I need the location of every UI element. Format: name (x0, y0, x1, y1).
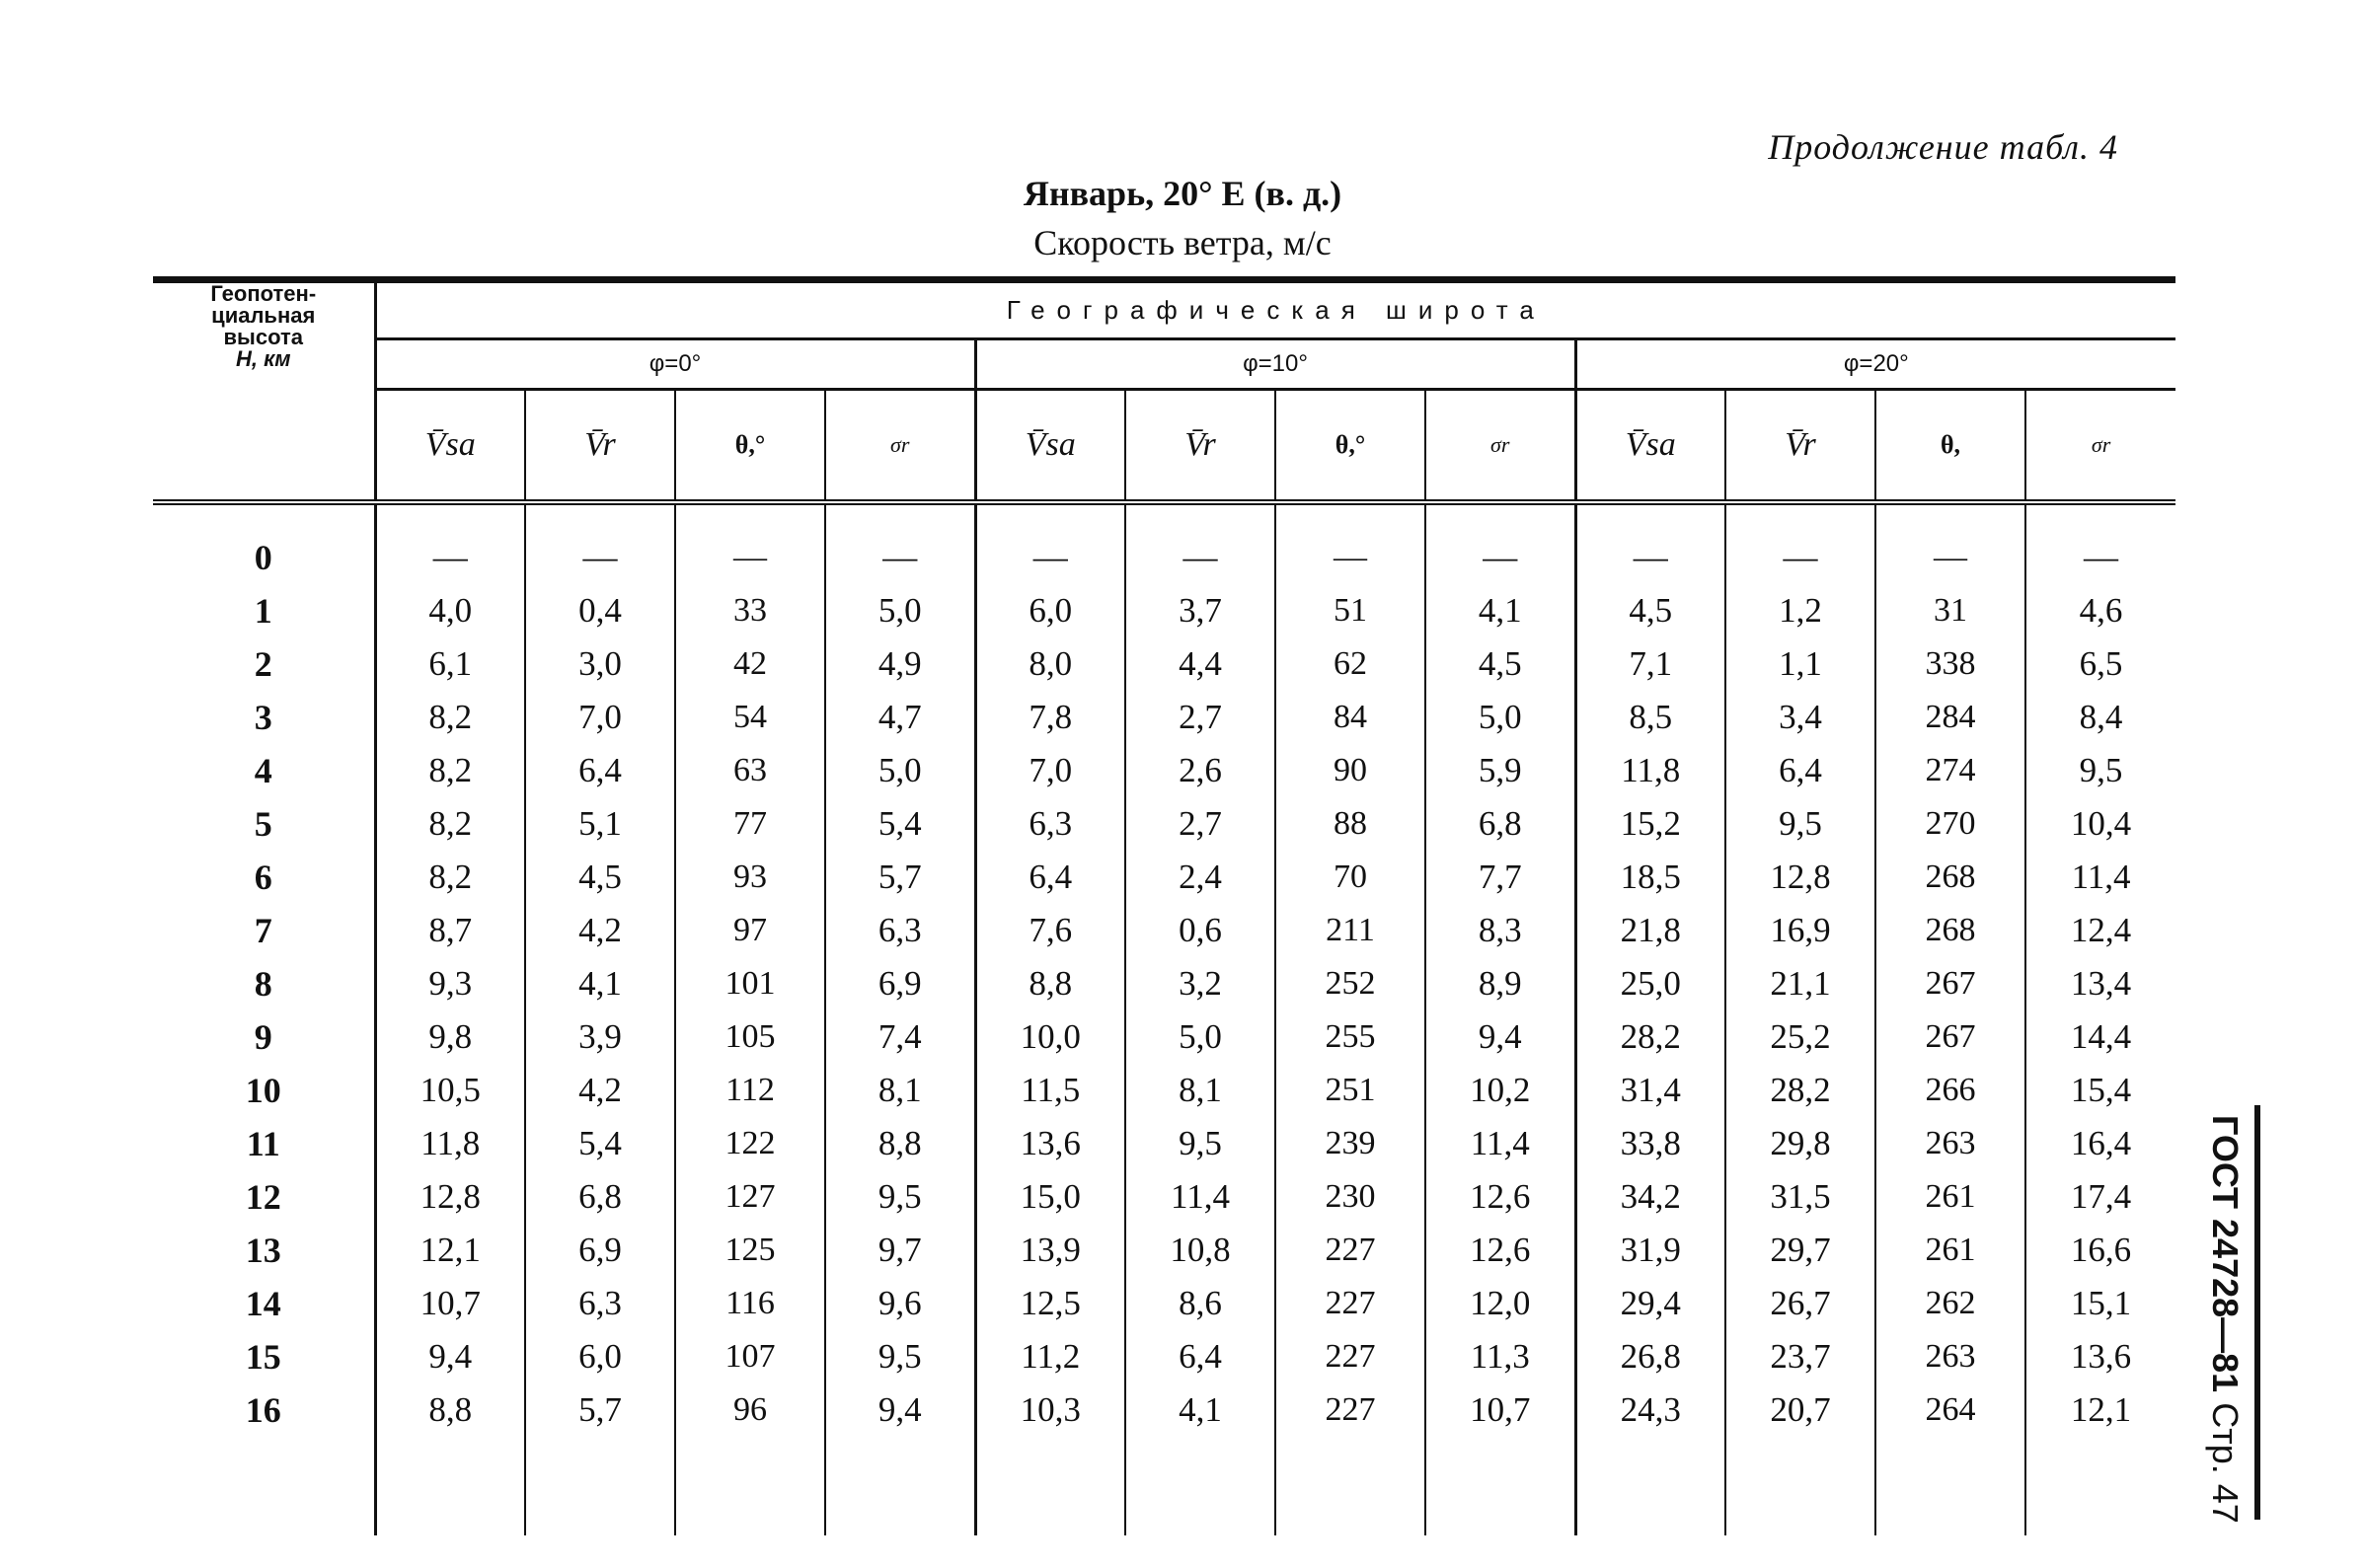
value-cell: 6,9 (825, 957, 975, 1010)
empty-cell (1725, 1437, 1875, 1535)
value-cell: 4,7 (825, 691, 975, 744)
value-cell: 4,6 (2025, 584, 2175, 637)
value-cell: 262 (1875, 1277, 2025, 1330)
value-cell: — (525, 531, 675, 584)
value-cell: 5,4 (825, 797, 975, 851)
value-cell: 5,7 (825, 851, 975, 904)
value-cell: — (975, 531, 1125, 584)
column-header: θ,° (675, 390, 825, 503)
value-cell: 261 (1875, 1224, 2025, 1277)
value-cell: 70 (1275, 851, 1425, 904)
value-cell: 6,0 (525, 1330, 675, 1383)
wind-speed-table (153, 276, 2175, 1535)
value-cell: 62 (1275, 637, 1425, 691)
value-cell: — (1425, 531, 1575, 584)
value-cell: 4,5 (1425, 637, 1575, 691)
value-cell: 9,8 (428, 1017, 473, 1056)
value-cell: 101 (675, 957, 825, 1010)
value-cell: — (1725, 531, 1875, 584)
value-cell: 8,7 (428, 911, 473, 949)
value-cell: 26,8 (1575, 1330, 1725, 1383)
value-cell: 96 (675, 1383, 825, 1437)
value-cell: 4,5 (525, 851, 675, 904)
value-cell: 255 (1275, 1010, 1425, 1064)
column-header: V̄sa (1575, 390, 1725, 503)
value-cell: 267 (1875, 957, 2025, 1010)
value-cell: 4,4 (1125, 637, 1275, 691)
value-cell: 6,1 (428, 644, 473, 683)
height-cell: 10 (153, 1064, 375, 1117)
value-cell: 23,7 (1725, 1330, 1875, 1383)
table-row (153, 584, 2175, 637)
value-cell: 8,8 (975, 957, 1125, 1010)
height-cell: 4 (153, 744, 375, 797)
value-cell: 6,9 (525, 1224, 675, 1277)
value-cell: 12,4 (2025, 904, 2175, 957)
corner-line: циальная (211, 303, 316, 328)
page-subtitle: Скорость ветра, м/с (1033, 223, 1332, 262)
latitude-group-header: Географическая широта (375, 280, 2175, 339)
value-cell: 268 (1875, 851, 2025, 904)
column-header: V̄r (1125, 390, 1275, 503)
empty-cell (1125, 1437, 1275, 1535)
value-cell: 8,1 (825, 1064, 975, 1117)
value-cell: 6,8 (1425, 797, 1575, 851)
value-cell: 7,6 (975, 904, 1125, 957)
value-cell: 15,2 (1575, 797, 1725, 851)
value-cell: 251 (1275, 1064, 1425, 1117)
table-row (153, 1117, 2175, 1170)
table-row (153, 851, 2175, 904)
value-cell: 6,4 (1125, 1330, 1275, 1383)
value-cell: 4,5 (1575, 584, 1725, 637)
value-cell: 26,7 (1725, 1277, 1875, 1330)
value-cell: 21,8 (1575, 904, 1725, 957)
value-cell: 5,4 (525, 1117, 675, 1170)
empty-cell (1575, 1437, 1725, 1535)
value-cell: 264 (1875, 1383, 2025, 1437)
value-cell: 6,3 (525, 1277, 675, 1330)
value-cell: — (432, 538, 468, 576)
empty-cell (825, 502, 975, 531)
latitude-header: φ=10° (975, 339, 1575, 390)
empty-cell (1425, 502, 1575, 531)
empty-cell (675, 1437, 825, 1535)
value-cell: 31,5 (1725, 1170, 1875, 1224)
value-cell: 3,7 (1125, 584, 1275, 637)
value-cell: 1,2 (1725, 584, 1875, 637)
value-cell: 5,0 (825, 744, 975, 797)
empty-cell (1275, 502, 1425, 531)
empty-cell (2025, 502, 2175, 531)
value-cell: 25,0 (1575, 957, 1725, 1010)
height-cell: 7 (153, 904, 375, 957)
empty-cell (975, 1437, 1125, 1535)
value-cell: 18,5 (1575, 851, 1725, 904)
height-cell: 1 (153, 584, 375, 637)
value-cell: 2,4 (1125, 851, 1275, 904)
value-cell: 31,4 (1575, 1064, 1725, 1117)
value-cell: 227 (1275, 1330, 1425, 1383)
column-header: σr (825, 390, 975, 503)
page-title: Январь, 20° E (в. д.) (1023, 174, 1342, 213)
value-cell: 5,0 (825, 584, 975, 637)
value-cell: 11,4 (2025, 851, 2175, 904)
value-cell: 12,0 (1425, 1277, 1575, 1330)
value-cell: 4,2 (525, 1064, 675, 1117)
value-cell: 4,0 (428, 591, 473, 630)
value-cell: 34,2 (1575, 1170, 1725, 1224)
value-cell: 15,1 (2025, 1277, 2175, 1330)
value-cell: 5,7 (525, 1383, 675, 1437)
value-cell: 227 (1275, 1224, 1425, 1277)
value-cell: 284 (1875, 691, 2025, 744)
value-cell: 10,5 (420, 1071, 481, 1109)
value-cell: 9,5 (825, 1330, 975, 1383)
table-row (153, 1170, 2175, 1224)
table-row (153, 1330, 2175, 1383)
value-cell: 10,4 (2025, 797, 2175, 851)
value-cell: 3,4 (1725, 691, 1875, 744)
value-cell: 7,0 (525, 691, 675, 744)
value-cell: 12,1 (420, 1231, 481, 1269)
latitude-header: φ=0° (375, 339, 975, 390)
value-cell: 8,8 (825, 1117, 975, 1170)
value-cell: 6,8 (525, 1170, 675, 1224)
value-cell: 4,9 (825, 637, 975, 691)
column-header: σr (2025, 390, 2175, 503)
empty-cell (1125, 502, 1275, 531)
value-cell: 51 (1275, 584, 1425, 637)
empty-cell (153, 502, 375, 531)
table-row (153, 1010, 2175, 1064)
value-cell: 263 (1875, 1117, 2025, 1170)
value-cell: 338 (1875, 637, 2025, 691)
value-cell: 112 (675, 1064, 825, 1117)
value-cell: 266 (1875, 1064, 2025, 1117)
value-cell: 127 (675, 1170, 825, 1224)
table-body (153, 502, 2175, 1535)
value-cell: 13,6 (2025, 1330, 2175, 1383)
height-cell: 8 (153, 957, 375, 1010)
value-cell: 7,8 (975, 691, 1125, 744)
height-cell: 0 (153, 531, 375, 584)
value-cell: 13,6 (975, 1117, 1125, 1170)
value-cell: 16,9 (1725, 904, 1875, 957)
value-cell: 239 (1275, 1117, 1425, 1170)
value-cell: 0,6 (1125, 904, 1275, 957)
height-cell: 2 (153, 637, 375, 691)
value-cell: 12,8 (1725, 851, 1875, 904)
empty-cell (675, 502, 825, 531)
value-cell: 12,5 (975, 1277, 1125, 1330)
value-cell: 2,7 (1125, 691, 1275, 744)
value-cell: — (1575, 531, 1725, 584)
value-cell: 8,2 (428, 751, 473, 789)
value-cell: 11,4 (1125, 1170, 1275, 1224)
value-cell: 5,1 (525, 797, 675, 851)
value-cell: 8,6 (1125, 1277, 1275, 1330)
value-cell: 4,1 (1425, 584, 1575, 637)
value-cell: 6,3 (825, 904, 975, 957)
value-cell: 4,1 (525, 957, 675, 1010)
value-cell: 8,4 (2025, 691, 2175, 744)
value-cell: 15,4 (2025, 1064, 2175, 1117)
value-cell: 270 (1875, 797, 2025, 851)
value-cell: 12,1 (2025, 1383, 2175, 1437)
value-cell: 116 (675, 1277, 825, 1330)
value-cell: 105 (675, 1010, 825, 1064)
empty-cell (1275, 1437, 1425, 1535)
value-cell: 33 (675, 584, 825, 637)
value-cell: 268 (1875, 904, 2025, 957)
empty-cell (375, 1437, 525, 1535)
table-row (153, 1277, 2175, 1330)
value-cell: 28,2 (1575, 1010, 1725, 1064)
value-cell: 6,4 (1725, 744, 1875, 797)
value-cell: 9,5 (1125, 1117, 1275, 1170)
table-row (153, 637, 2175, 691)
value-cell: 227 (1275, 1277, 1425, 1330)
value-cell: 28,2 (1725, 1064, 1875, 1117)
value-cell: 8,5 (1575, 691, 1725, 744)
spacer-row (153, 502, 2175, 531)
value-cell: 90 (1275, 744, 1425, 797)
value-cell: 9,5 (825, 1170, 975, 1224)
value-cell: 7,1 (1575, 637, 1725, 691)
empty-cell (825, 1437, 975, 1535)
value-cell: 2,7 (1125, 797, 1275, 851)
value-cell: 107 (675, 1330, 825, 1383)
value-cell: 11,8 (1575, 744, 1725, 797)
value-cell: 31,9 (1575, 1224, 1725, 1277)
column-header: σr (1425, 390, 1575, 503)
column-header: V̄sa (375, 390, 525, 503)
value-cell: 84 (1275, 691, 1425, 744)
value-cell: 211 (1275, 904, 1425, 957)
standard-number: ГОСТ 24728—81 (2205, 1115, 2246, 1393)
value-cell: — (1125, 531, 1275, 584)
table-row (153, 904, 2175, 957)
corner-line: Геопотен- (210, 281, 317, 306)
value-cell: 14,4 (2025, 1010, 2175, 1064)
value-cell: — (1875, 531, 2025, 584)
value-cell: 9,4 (428, 1337, 473, 1376)
empty-cell (1875, 1437, 2025, 1535)
value-cell: 11,4 (1425, 1117, 1575, 1170)
value-cell: 88 (1275, 797, 1425, 851)
value-cell: 63 (675, 744, 825, 797)
value-cell: 15,0 (975, 1170, 1125, 1224)
trailer-row (153, 1437, 2175, 1535)
value-cell: 10,7 (420, 1284, 481, 1322)
value-cell: 7,0 (975, 744, 1125, 797)
value-cell: 122 (675, 1117, 825, 1170)
value-cell: — (825, 531, 975, 584)
height-cell: 9 (153, 1010, 375, 1064)
empty-cell (1425, 1437, 1575, 1535)
height-cell: 12 (153, 1170, 375, 1224)
value-cell: 13,9 (975, 1224, 1125, 1277)
value-cell: 8,1 (1125, 1064, 1275, 1117)
table-row (153, 1224, 2175, 1277)
empty-cell (525, 1437, 675, 1535)
value-cell: 24,3 (1575, 1383, 1725, 1437)
value-cell: 6,5 (2025, 637, 2175, 691)
value-cell: 11,5 (975, 1064, 1125, 1117)
value-cell: 6,4 (525, 744, 675, 797)
value-cell: 2,6 (1125, 744, 1275, 797)
value-cell: 8,2 (428, 804, 473, 843)
height-cell: 16 (153, 1383, 375, 1437)
value-cell: 7,7 (1425, 851, 1575, 904)
value-cell: 10,0 (975, 1010, 1125, 1064)
value-cell: 33,8 (1575, 1117, 1725, 1170)
value-cell: 11,3 (1425, 1330, 1575, 1383)
value-cell: 9,6 (825, 1277, 975, 1330)
value-cell: 3,9 (525, 1010, 675, 1064)
table-continuation-note: Продолжение табл. 4 (1768, 127, 2118, 167)
value-cell: 5,0 (1425, 691, 1575, 744)
value-cell: 8,2 (428, 698, 473, 736)
value-cell: 4,2 (525, 904, 675, 957)
table-row (153, 691, 2175, 744)
table-row (153, 744, 2175, 797)
value-cell: 125 (675, 1224, 825, 1277)
value-cell: 11,2 (975, 1330, 1125, 1383)
value-cell: 8,2 (428, 858, 473, 896)
corner-line: H, км (235, 346, 291, 371)
height-column-header (153, 280, 375, 503)
value-cell: 29,7 (1725, 1224, 1875, 1277)
value-cell: 9,7 (825, 1224, 975, 1277)
value-cell: 42 (675, 637, 825, 691)
value-cell: — (675, 531, 825, 584)
table-row (153, 1383, 2175, 1437)
column-header: V̄sa (975, 390, 1125, 503)
value-cell: 17,4 (2025, 1170, 2175, 1224)
value-cell: 5,9 (1425, 744, 1575, 797)
value-cell: 267 (1875, 1010, 2025, 1064)
value-cell: 261 (1875, 1170, 2025, 1224)
value-cell: 6,0 (975, 584, 1125, 637)
value-cell: 10,8 (1125, 1224, 1275, 1277)
value-cell: 8,8 (428, 1390, 473, 1429)
value-cell: — (2025, 531, 2175, 584)
value-cell: 97 (675, 904, 825, 957)
column-header: V̄r (525, 390, 675, 503)
value-cell: 8,3 (1425, 904, 1575, 957)
height-cell: 3 (153, 691, 375, 744)
value-cell: 1,1 (1725, 637, 1875, 691)
value-cell: 93 (675, 851, 825, 904)
empty-cell (2025, 1437, 2175, 1535)
standard-page-label (2201, 1105, 2260, 1524)
empty-cell (975, 502, 1125, 531)
value-cell: 16,6 (2025, 1224, 2175, 1277)
table-row (153, 957, 2175, 1010)
value-cell: 6,3 (975, 797, 1125, 851)
table-row (153, 1064, 2175, 1117)
height-cell: 15 (153, 1330, 375, 1383)
value-cell: 8,0 (975, 637, 1125, 691)
latitude-header: φ=20° (1575, 339, 2175, 390)
height-cell: 13 (153, 1224, 375, 1277)
empty-cell (153, 1437, 375, 1535)
value-cell: 20,7 (1725, 1383, 1875, 1437)
value-cell: 3,2 (1125, 957, 1275, 1010)
value-cell: 0,4 (525, 584, 675, 637)
height-cell: 6 (153, 851, 375, 904)
column-header: V̄r (1725, 390, 1875, 503)
height-cell: 11 (153, 1117, 375, 1170)
empty-cell (1875, 502, 2025, 531)
column-header: θ, (1875, 390, 2025, 503)
value-cell: 7,4 (825, 1010, 975, 1064)
value-cell: 12,6 (1425, 1170, 1575, 1224)
value-cell: 263 (1875, 1330, 2025, 1383)
value-cell: 4,1 (1125, 1383, 1275, 1437)
value-cell: 12,8 (420, 1177, 481, 1216)
value-cell: 9,4 (825, 1383, 975, 1437)
page-number: Стр. 47 (2205, 1402, 2246, 1524)
value-cell: 12,6 (1425, 1224, 1575, 1277)
value-cell: 9,4 (1425, 1010, 1575, 1064)
value-cell: 8,9 (1425, 957, 1575, 1010)
empty-cell (525, 502, 675, 531)
value-cell: 9,5 (1725, 797, 1875, 851)
value-cell: 6,4 (975, 851, 1125, 904)
value-cell: 13,4 (2025, 957, 2175, 1010)
value-cell: 54 (675, 691, 825, 744)
value-cell: 16,4 (2025, 1117, 2175, 1170)
table-row (153, 531, 2175, 584)
value-cell: 29,8 (1725, 1117, 1875, 1170)
empty-cell (375, 502, 525, 531)
value-cell: 25,2 (1725, 1010, 1875, 1064)
empty-cell (1725, 502, 1875, 531)
corner-line: высота (223, 325, 303, 349)
table-row (153, 797, 2175, 851)
height-cell: 14 (153, 1277, 375, 1330)
value-cell: 21,1 (1725, 957, 1875, 1010)
height-cell: 5 (153, 797, 375, 851)
value-cell: 31 (1875, 584, 2025, 637)
column-header: θ,° (1275, 390, 1425, 503)
value-cell: 274 (1875, 744, 2025, 797)
value-cell: 3,0 (525, 637, 675, 691)
empty-cell (1575, 502, 1725, 531)
value-cell: — (1275, 531, 1425, 584)
value-cell: 9,3 (428, 964, 473, 1003)
value-cell: 9,5 (2025, 744, 2175, 797)
value-cell: 77 (675, 797, 825, 851)
value-cell: 252 (1275, 957, 1425, 1010)
value-cell: 227 (1275, 1383, 1425, 1437)
value-cell: 11,8 (420, 1124, 481, 1162)
value-cell: 10,2 (1425, 1064, 1575, 1117)
value-cell: 10,3 (975, 1383, 1125, 1437)
value-cell: 29,4 (1575, 1277, 1725, 1330)
value-cell: 230 (1275, 1170, 1425, 1224)
value-cell: 10,7 (1425, 1383, 1575, 1437)
value-cell: 5,0 (1125, 1010, 1275, 1064)
